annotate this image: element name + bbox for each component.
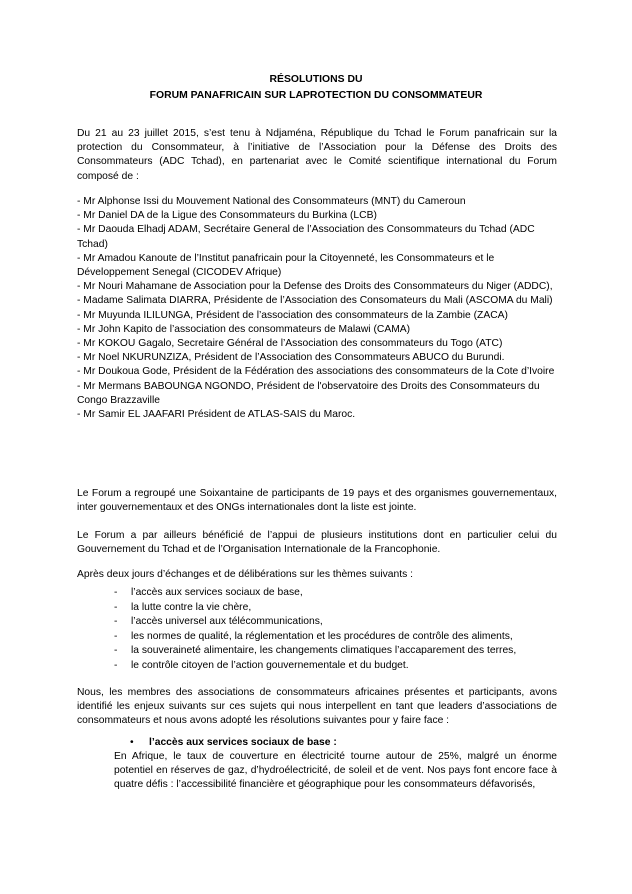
- theme-text: les normes de qualité, la réglementation et les procédures de contrôle des aliments,: [131, 630, 513, 642]
- theme-text: la souveraineté alimentaire, les changements climatiques l’accaparement des terres,: [131, 645, 517, 657]
- dash-marker: -: [114, 601, 118, 613]
- committee-member: - Madame Salimata DIARRA, Présidente de l’Association des Consomateurs du Mali (ASCOMA du Mali): [77, 295, 553, 307]
- committee-member: - Mr John Kapito de l’association des consommateurs de Malawi (CAMA): [77, 323, 411, 335]
- theme-text: le contrôle citoyen de l’action gouvernementale et du budget.: [131, 659, 409, 671]
- committee-member: - Mr Daniel DA de la Ligue des Consommateurs du Burkina (LCB): [77, 210, 377, 222]
- theme-item: [114, 659, 554, 674]
- committee-member: - Mr Samir EL JAAFARI Président de ATLAS-SAIS du Maroc.: [77, 409, 356, 421]
- dash-marker: -: [114, 630, 118, 642]
- committee-member: - Mr Mermans BABOUNGA NGONDO, Président de l'observatoire des Droits des Consommateurs du Congo Brazzaville: [77, 380, 540, 406]
- themes-intro-paragraph: Après deux jours d’échanges et de délibérations sur les thèmes suivants :: [77, 569, 413, 580]
- participants-paragraph: Le Forum a regroupé une Soixantaine de participants de 19 pays et des organismes gouvernementaux, inter gouvernementaux et des ONGs internationales dont la liste est jointe.: [77, 488, 557, 514]
- theme-item: [114, 586, 554, 601]
- intro-paragraph: Du 21 au 23 juillet 2015, s’est tenu à Ndjaména, République du Tchad le Forum panafricain sur la protection du Consommateur, à l’initiative de l’Association pour la Défense des Droits des Consommateurs (ADC Tchad), en partenariat avec le Comité scientifique international du Forum composé de :: [77, 128, 557, 182]
- committee-member: - Mr Daouda Elhadj ADAM, Secrétaire General de l’Association des Consommateurs du Tchad (ADC Tchad): [77, 224, 535, 250]
- committee-member: - Mr Amadou Kanoute de l’Institut panafricain pour la Citoyenneté, les Consommateurs et le Développement Senegal (CICODEV Afrique): [77, 252, 495, 279]
- support-paragraph: Le Forum a par ailleurs bénéficié de l’appui de plusieurs institutions dont en particulier celui du Gouvernement du Tchad et de l’Organisation Internationale de la Francophonie.: [77, 530, 557, 556]
- bullet-icon: •: [130, 737, 134, 748]
- theme-item: [114, 644, 554, 659]
- theme-text: l’accès universel aux télécommunications,: [131, 616, 323, 628]
- theme-text: la lutte contre la vie chère,: [131, 601, 252, 613]
- theme-item: [114, 630, 554, 645]
- dash-marker: -: [114, 587, 118, 598]
- section-heading: [130, 736, 337, 750]
- themes-list: [114, 586, 554, 674]
- dash-marker: -: [114, 616, 118, 628]
- section-heading-text: l’accès aux services sociaux de base :: [149, 737, 337, 748]
- dash-marker: -: [114, 645, 118, 657]
- theme-text: l’accès aux services sociaux de base,: [131, 587, 303, 598]
- committee-member: - Mr KOKOU Gagalo, Secretaire Général de l’Association des consommateurs du Togo (ATC): [77, 338, 503, 350]
- document-title-line-2: FORUM PANAFRICAIN SUR LAPROTECTION DU CONSOMMATEUR: [149, 90, 483, 101]
- theme-item: [114, 615, 554, 630]
- dash-marker: -: [114, 659, 118, 671]
- committee-member: - Mr Alphonse Issi du Mouvement National des Consommateurs (MNT) du Cameroun: [77, 196, 466, 207]
- document-title-line-1: RÉSOLUTIONS DU: [269, 74, 363, 85]
- resolutions-intro-paragraph: Nous, les membres des associations de consommateurs africaines présentes et participants, avons identifié les enjeux suivants sur ces sujets qui nous interpellent en tant que leaders d’associations de consommateurs et nous avons adopté les résolutions suivantes pour y faire face :: [77, 687, 557, 727]
- committee-member: - Mr Muyunda ILILUNGA, Président de l’association des consommateurs de la Zambie (ZACA): [77, 309, 508, 321]
- committee-members-list: [77, 195, 557, 422]
- committee-member: - Mr Nouri Mahamane de Association pour la Defense des Droits des Consommateurs du Niger (ADDC),: [77, 281, 553, 293]
- committee-member: - Mr Noel NKURUNZIZA, Président de l’Association des Consommateurs ABUCO du Burundi.: [77, 352, 505, 364]
- committee-member: - Mr Doukoua Gode, Président de la Fédération des associations des consommateurs de la Cote d’Ivoire: [77, 366, 555, 378]
- electricity-paragraph: En Afrique, le taux de couverture en électricité tourne autour de 25%, malgré un énorme potentiel en réserves de gaz, d’hydroélectricité, de soleil et de vent. Nos pays font encore face à quatre défis : l’accessibilité financière et géographique pour les consommateurs défavorisés,: [114, 751, 557, 791]
- theme-item: [114, 601, 554, 616]
